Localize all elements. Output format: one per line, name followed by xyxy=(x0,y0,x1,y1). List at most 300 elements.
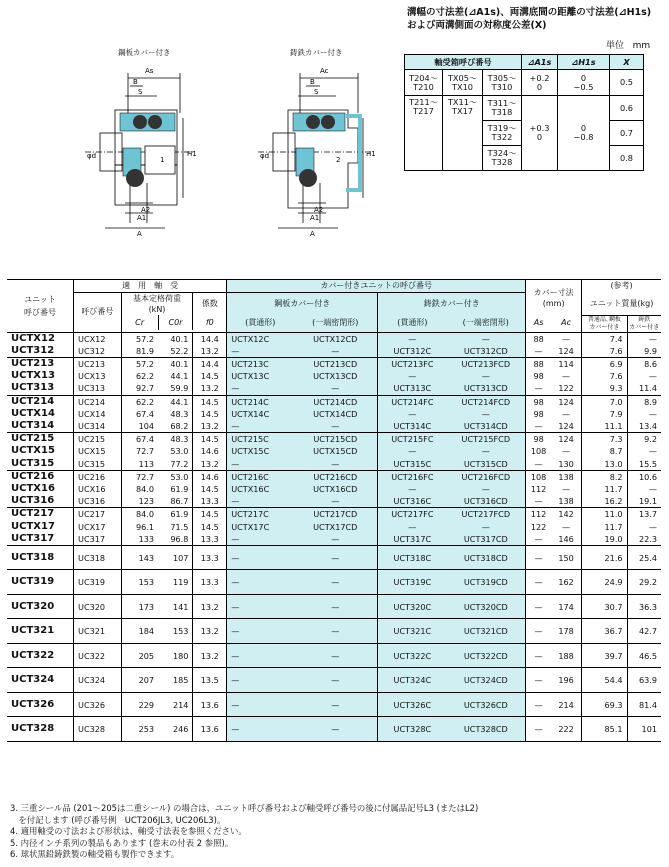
table-cell: UCT315C xyxy=(378,458,447,471)
unit-number-cell: UCT320 xyxy=(7,594,74,619)
table-row xyxy=(7,470,661,483)
table-cell: — xyxy=(293,533,378,546)
table-cell: 96.8 xyxy=(158,533,193,546)
tol-cell: 0 xyxy=(536,81,543,92)
table-cell: 10.6 xyxy=(627,470,661,483)
table-cell: 40.1 xyxy=(158,357,193,370)
table-row xyxy=(7,408,661,420)
table-cell: UCT217FCD xyxy=(446,508,525,521)
tol-cell: T310 xyxy=(491,81,513,92)
table-cell: — xyxy=(293,458,378,471)
table-cell: 19.0 xyxy=(582,533,627,546)
label-b: B xyxy=(133,78,138,86)
tol-cell: 0 xyxy=(580,123,587,133)
tol-cell: T318 xyxy=(491,107,513,117)
table-cell: UCTX13CD xyxy=(293,370,378,382)
table-cell: UCTX14C xyxy=(227,408,294,420)
table-cell: — xyxy=(551,408,582,420)
tolerance-title-line2: および両溝側面の対称度公差(X) xyxy=(407,20,547,31)
table-cell: 101 xyxy=(627,717,661,742)
table-cell: — xyxy=(378,332,447,345)
label-phi-d: φd xyxy=(87,152,97,160)
table-cell: — xyxy=(446,483,525,495)
table-cell: 22.3 xyxy=(627,533,661,546)
table-cell: UCT214CD xyxy=(293,395,378,408)
table-row xyxy=(7,717,661,742)
note-line: を付記します (呼び番号例 UCT206JL3, UC206L3)。 xyxy=(10,814,226,825)
tol-cell: T305～ xyxy=(487,72,517,83)
unit-number-cell: UCT318 xyxy=(7,545,74,570)
table-cell: 25.4 xyxy=(627,545,661,570)
table-cell: 6.9 xyxy=(582,357,627,370)
table-cell: UC214 xyxy=(74,395,122,408)
table-cell: 14.5 xyxy=(193,483,227,495)
table-cell: UCX15 xyxy=(74,445,122,457)
tol-row xyxy=(405,70,644,96)
table-cell: 124 xyxy=(551,395,582,408)
table-row xyxy=(7,332,661,345)
label-a-2: A xyxy=(310,230,315,238)
table-cell: UCT214FC xyxy=(378,395,447,408)
table-cell: UC320 xyxy=(74,594,122,619)
table-row xyxy=(7,433,661,446)
unit-number-cell: UCT322 xyxy=(7,643,74,668)
table-cell: UCT213FC xyxy=(378,357,447,370)
table-cell: 150 xyxy=(551,545,582,570)
table-cell: UCTX13C xyxy=(227,370,294,382)
table-cell: 112 xyxy=(526,508,551,521)
table-cell: UC324 xyxy=(74,668,122,693)
table-cell: — xyxy=(293,570,378,595)
table-cell: 92.7 xyxy=(121,382,158,395)
table-cell: — xyxy=(293,668,378,693)
table-cell: 96.1 xyxy=(136,521,155,532)
table-cell: UCT320CD xyxy=(446,594,525,619)
table-cell: 9.3 xyxy=(582,382,627,395)
table-cell: UCT215CD xyxy=(293,433,378,446)
head-load-label: 基本定格荷重 xyxy=(132,294,181,303)
table-cell: 98 xyxy=(526,395,551,408)
unit-number-cell: UCT214 xyxy=(7,395,74,408)
table-cell: 61.9 xyxy=(158,508,193,521)
table-cell: UCT216FC xyxy=(378,470,447,483)
unit-number-cell: UCT313 xyxy=(7,382,74,395)
cast-cover-caption: 鋳鉄カバー付き xyxy=(290,48,343,57)
table-row xyxy=(7,458,661,471)
tol-cell: T328 xyxy=(491,157,513,167)
table-cell: 14.5 xyxy=(193,370,227,382)
table-cell: UCT328CD xyxy=(446,717,525,742)
table-row xyxy=(7,495,661,508)
table-cell: — xyxy=(446,370,525,382)
table-row xyxy=(7,508,661,521)
table-cell: UCT216C xyxy=(227,470,294,483)
table-cell: 13.3 xyxy=(193,545,227,570)
table-cell: 14.4 xyxy=(193,357,227,370)
table-cell: 146 xyxy=(551,533,582,546)
table-cell: — xyxy=(526,570,551,595)
table-cell: UC313 xyxy=(74,382,122,395)
table-cell: — xyxy=(293,619,378,644)
table-cell: UCT217FC xyxy=(378,508,447,521)
table-cell: — xyxy=(227,345,294,358)
label-one: 1 xyxy=(160,156,165,164)
table-cell: UCT318C xyxy=(378,545,447,570)
head-unit-no: ユニット 呼び番号 xyxy=(7,280,74,333)
tol-header-bearing: 軸受箱呼び番号 xyxy=(405,55,522,70)
table-row xyxy=(7,420,661,433)
table-cell: UCT326C xyxy=(378,692,447,717)
table-cell: 8.6 xyxy=(627,357,661,370)
table-cell: 7.9 xyxy=(582,408,627,420)
table-cell: — xyxy=(526,495,551,508)
unit-number-cell: UCT316 xyxy=(7,495,74,508)
table-cell: — xyxy=(551,370,582,382)
table-cell: UCT213FCD xyxy=(446,357,525,370)
table-cell: 185 xyxy=(158,668,193,693)
table-cell: UC312 xyxy=(74,345,122,358)
table-cell: 7.0 xyxy=(582,395,627,408)
table-cell: 138 xyxy=(551,470,582,483)
label-as: As xyxy=(145,67,154,75)
label-a2: A2 xyxy=(141,206,151,214)
table-cell: 69.3 xyxy=(582,692,627,717)
table-cell: 13.5 xyxy=(193,668,227,693)
table-cell: 13.2 xyxy=(193,643,227,668)
table-cell: — xyxy=(446,445,525,457)
table-cell: — xyxy=(648,371,657,382)
cast-cover-drawing xyxy=(258,58,398,238)
table-cell: 153 xyxy=(158,619,193,644)
unit-number-cell: UCT217 xyxy=(7,508,74,521)
table-cell: — xyxy=(293,717,378,742)
table-body xyxy=(7,332,661,741)
head-mass1-a: 普通品､鋼板 xyxy=(587,315,621,323)
table-cell: — xyxy=(227,570,294,595)
table-cell: 108 xyxy=(526,470,551,483)
table-cell: — xyxy=(227,619,294,644)
unit-number-cell: UCT324 xyxy=(7,668,74,693)
table-cell: — xyxy=(293,594,378,619)
table-cell: UCT321C xyxy=(378,619,447,644)
label-a1-2: A1 xyxy=(310,214,320,222)
table-cell: 14.4 xyxy=(193,332,227,345)
table-cell: 153 xyxy=(121,570,158,595)
tolerance-title-line1: 溝幅の寸法差(⊿A1s)、両溝底間の距離の寸法差(⊿H1s) xyxy=(407,7,652,18)
label-a2-2: A2 xyxy=(314,206,324,214)
table-cell: — xyxy=(526,717,551,742)
unit-number-cell: UCT315 xyxy=(7,458,74,471)
table-cell: 214 xyxy=(158,692,193,717)
unit-number-cell: UCT321 xyxy=(7,619,74,644)
table-cell: — xyxy=(551,483,582,495)
head-mass: ユニット質量(kg) xyxy=(582,293,661,316)
tol-cell: T311～ xyxy=(487,98,517,108)
table-cell: UCT214FCD xyxy=(446,395,525,408)
table-cell: UC328 xyxy=(74,717,122,742)
table-cell: 88 xyxy=(526,332,551,345)
table-cell: 16.2 xyxy=(582,495,627,508)
table-cell: — xyxy=(627,332,661,345)
table-cell: 13.0 xyxy=(582,458,627,471)
table-cell: 180 xyxy=(158,643,193,668)
note-line: 3. 三重シール品 (201～205は二重シール) の場合は、ユニット呼び番号および軸受呼び番号の後に付属品記号L3 (またはL2) xyxy=(10,803,479,813)
label-s: S xyxy=(138,88,143,96)
table-cell: 178 xyxy=(551,619,582,644)
table-cell: UC314 xyxy=(74,420,122,433)
head-as: As xyxy=(526,315,551,332)
table-cell: UCT313CD xyxy=(446,382,525,395)
note-line: 6. 球状黒鉛鋳鉄製の軸受箱も製作できます。 xyxy=(10,849,180,860)
table-cell: 40.1 xyxy=(158,332,193,345)
head-load xyxy=(121,293,193,316)
table-cell: 67.4 xyxy=(121,433,158,446)
table-row xyxy=(7,619,661,644)
table-cell: 13.7 xyxy=(627,508,661,521)
table-cell: 21.6 xyxy=(582,545,627,570)
table-cell: UC321 xyxy=(74,619,122,644)
table-cell: 123 xyxy=(121,495,158,508)
tol-cell: 0.7 xyxy=(610,121,644,146)
table-cell: 246 xyxy=(158,717,193,742)
head-cov-dim xyxy=(526,280,582,316)
table-cell: 62.2 xyxy=(121,395,158,408)
table-cell: 11.1 xyxy=(582,420,627,433)
table-cell: 81.9 xyxy=(121,345,158,358)
table-cell: UCT214C xyxy=(227,395,294,408)
table-cell: UCTX15C xyxy=(227,445,294,457)
tol-cell: T217 xyxy=(413,106,434,116)
table-row xyxy=(7,382,661,395)
table-cell: 9.9 xyxy=(627,345,661,358)
unit-label: 単位 xyxy=(606,41,625,51)
table-cell: 14.5 xyxy=(193,395,227,408)
table-cell: — xyxy=(293,345,378,358)
table-cell: 30.7 xyxy=(582,594,627,619)
tol-cell: 0.8 xyxy=(610,146,644,171)
table-cell: — xyxy=(551,332,582,345)
label-b2: B xyxy=(310,78,315,86)
table-cell: 207 xyxy=(121,668,158,693)
table-cell: 63.9 xyxy=(627,668,661,693)
head-applied: 適 用 軸 受 xyxy=(74,280,227,293)
table-cell: 11.7 xyxy=(582,521,627,533)
tol-cell: 0 xyxy=(536,132,543,142)
table-cell: 122 xyxy=(530,521,547,532)
table-cell: 48.3 xyxy=(158,433,193,446)
table-cell: 13.2 xyxy=(193,345,227,358)
unit-number-cell: UCT317 xyxy=(7,533,74,546)
tol-header-x: X xyxy=(610,55,644,70)
tol-cell: −0.5 xyxy=(573,81,594,92)
table-cell: — xyxy=(526,345,551,358)
table-cell: — xyxy=(293,495,378,508)
tol-cell: T210 xyxy=(413,81,434,92)
table-cell: 138 xyxy=(551,495,582,508)
label-h1: H1 xyxy=(187,150,197,158)
table-cell: 13.3 xyxy=(193,533,227,546)
table-cell: 54.4 xyxy=(582,668,627,693)
table-cell: 8.2 xyxy=(582,470,627,483)
table-cell: — xyxy=(227,545,294,570)
table-cell: UCTX15CD xyxy=(293,445,378,457)
table-cell: 36.7 xyxy=(582,619,627,644)
table-cell: UCT315CD xyxy=(446,458,525,471)
table-cell: 98 xyxy=(533,408,544,419)
table-cell: 14.5 xyxy=(193,508,227,521)
table-cell: 85.1 xyxy=(582,717,627,742)
head-steel: 鋼板カバー付き xyxy=(227,293,378,316)
table-cell: — xyxy=(446,332,525,345)
table-cell: — xyxy=(227,692,294,717)
label-two: 2 xyxy=(336,156,341,164)
table-cell: 44.1 xyxy=(158,370,193,382)
unit-number-cell: UCT216 xyxy=(7,470,74,483)
table-cell: 188 xyxy=(551,643,582,668)
table-cell: 124 xyxy=(551,420,582,433)
table-cell: — xyxy=(526,643,551,668)
table-cell: 13.3 xyxy=(193,570,227,595)
tol-cell: T322 xyxy=(491,132,513,142)
label-h1-2: H1 xyxy=(366,150,376,158)
table-cell: 88 xyxy=(526,357,551,370)
table-cell: 42.7 xyxy=(627,619,661,644)
table-cell: UCT215FCD xyxy=(446,433,525,446)
table-cell: 52.2 xyxy=(158,345,193,358)
table-cell: UCT317CD xyxy=(446,533,525,546)
table-cell: 98 xyxy=(533,371,544,382)
table-cell: UC322 xyxy=(74,643,122,668)
note-line: 4. 適用軸受の寸法および形状は、軸受寸法表を参照ください。 xyxy=(10,826,247,837)
head-through2: (貫通形) xyxy=(378,315,447,330)
table-cell: 205 xyxy=(121,643,158,668)
table-cell: 229 xyxy=(121,692,158,717)
tol-row xyxy=(405,96,644,121)
table-cell: UC216 xyxy=(74,470,122,483)
table-cell: 57.2 xyxy=(121,332,158,345)
table-cell: 67.4 xyxy=(136,408,155,419)
label-phi-d-2: φd xyxy=(260,152,270,160)
table-cell: UCT324C xyxy=(378,668,447,693)
tol-cell: +0.2 xyxy=(529,72,550,83)
table-row xyxy=(7,570,661,595)
table-cell: 11.4 xyxy=(627,382,661,395)
table-row xyxy=(7,345,661,358)
table-cell: — xyxy=(227,643,294,668)
table-cell: 7.3 xyxy=(582,433,627,446)
table-cell: 142 xyxy=(551,508,582,521)
table-cell: UCT314C xyxy=(378,420,447,433)
table-cell: UCTX16C xyxy=(227,483,294,495)
table-cell: UCT328C xyxy=(378,717,447,742)
head-f0: f0 xyxy=(193,315,227,330)
table-cell: — xyxy=(526,619,551,644)
table-cell: — xyxy=(526,545,551,570)
table-cell: — xyxy=(227,533,294,546)
table-cell: — xyxy=(227,717,294,742)
table-cell: UCTX14CD xyxy=(293,408,378,420)
table-cell: — xyxy=(446,521,525,533)
table-cell: 29.2 xyxy=(627,570,661,595)
tolerance-unit xyxy=(606,38,650,51)
table-cell: UC215 xyxy=(74,433,122,446)
table-cell: UCT318CD xyxy=(446,545,525,570)
tol-cell: 0 xyxy=(580,72,587,83)
tol-cell: 0.5 xyxy=(610,70,644,96)
table-cell: UC317 xyxy=(74,533,122,546)
table-cell: UC217 xyxy=(74,508,122,521)
table-head xyxy=(7,280,661,333)
unit-number-cell: UCT213 xyxy=(7,357,74,370)
unit-number-cell: UCT326 xyxy=(7,692,74,717)
table-row xyxy=(7,521,661,533)
table-cell: 84.0 xyxy=(136,483,155,494)
table-cell: — xyxy=(526,594,551,619)
table-row xyxy=(7,370,661,382)
table-cell: 222 xyxy=(551,717,582,742)
tol-cell: TX17 xyxy=(451,106,474,116)
table-cell: 13.3 xyxy=(193,495,227,508)
table-cell: — xyxy=(526,382,551,395)
tol-cell: −0.8 xyxy=(573,132,594,142)
table-cell: UCT217C xyxy=(227,508,294,521)
table-cell: — xyxy=(648,408,657,419)
table-cell: 214 xyxy=(551,692,582,717)
table-cell: 174 xyxy=(551,594,582,619)
table-row xyxy=(7,545,661,570)
table-row xyxy=(7,357,661,370)
table-cell: 13.4 xyxy=(627,420,661,433)
head-cr: Cr xyxy=(121,315,158,330)
table-cell: UCT213C xyxy=(227,357,294,370)
unit-number-cell: UCTX14 xyxy=(7,408,74,420)
table-cell: 7.4 xyxy=(582,332,627,345)
table-cell: UCTX17CD xyxy=(293,521,378,533)
table-cell: 72.7 xyxy=(121,470,158,483)
table-cell: — xyxy=(227,382,294,395)
table-cell: UCT217CD xyxy=(293,508,378,521)
table-cell: 11.0 xyxy=(582,508,627,521)
table-cell: UCT216CD xyxy=(293,470,378,483)
table-cell: 14.6 xyxy=(193,445,227,457)
table-cell: 36.3 xyxy=(627,594,661,619)
table-cell: UCTX12C xyxy=(227,332,294,345)
table-cell: — xyxy=(227,495,294,508)
head-through: (貫通形) xyxy=(227,315,294,330)
table-row xyxy=(7,643,661,668)
table-cell: — xyxy=(526,458,551,471)
unit-number-cell: UCT314 xyxy=(7,420,74,433)
unit-number-cell: UCTX16 xyxy=(7,483,74,495)
table-cell: UCX13 xyxy=(74,370,122,382)
head-mass2 xyxy=(627,315,661,332)
table-cell: 84.0 xyxy=(121,508,158,521)
table-cell: UCT319C xyxy=(378,570,447,595)
table-cell: 13.2 xyxy=(193,458,227,471)
table-cell: UCTX12CD xyxy=(293,332,378,345)
table-cell: UCT322C xyxy=(378,643,447,668)
table-cell: 13.6 xyxy=(193,717,227,742)
table-cell: — xyxy=(551,445,582,457)
table-cell: 39.7 xyxy=(582,643,627,668)
table-cell: UC316 xyxy=(74,495,122,508)
tol-cell: +0.3 xyxy=(529,123,550,133)
table-cell: 8.9 xyxy=(627,395,661,408)
head-cover: カバー付きユニットの呼び番号 xyxy=(227,280,526,293)
table-cell: — xyxy=(227,594,294,619)
table-cell: 77.2 xyxy=(158,458,193,471)
table-cell: 81.4 xyxy=(627,692,661,717)
